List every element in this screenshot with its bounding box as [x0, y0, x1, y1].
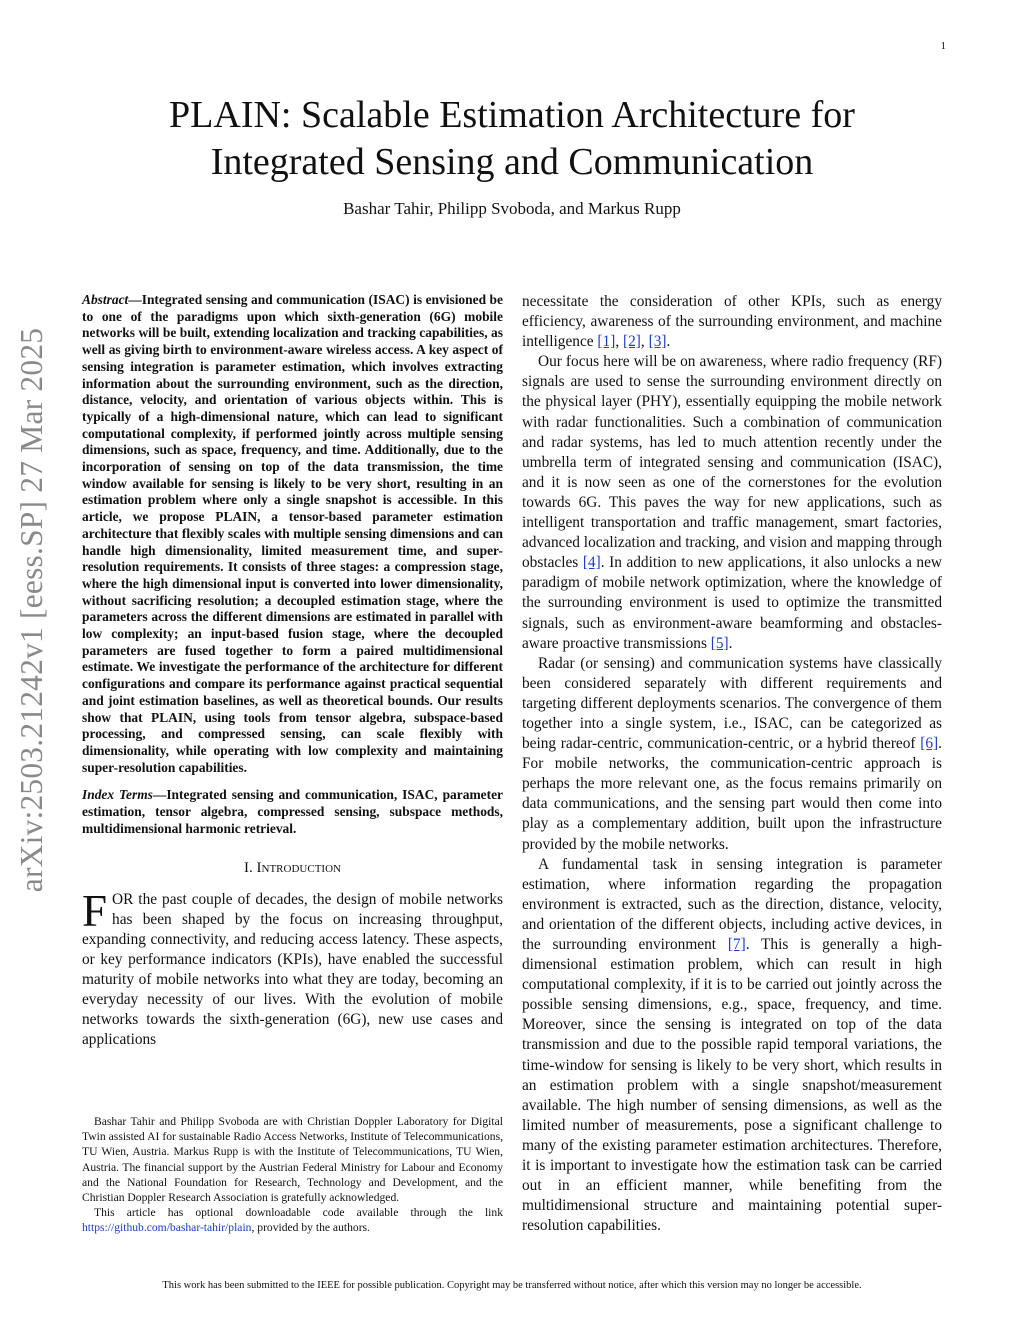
- drop-cap: F: [82, 885, 108, 936]
- citation-link[interactable]: [1]: [597, 333, 616, 351]
- abstract-text: —Integrated sensing and communication (ISAC) is envisioned be to one of the paradigms upon which sixth-generation (6G) mobile networks will be built, extending localization and tracking capabilities, as well as giving birth to environment-aware wireless access. A key aspect of sensing integration is parameter estimation, which involves extracting information about the surrounding environment, such as the direction, distance, velocity, and orientation of various objects within. This is typically of a high-dimensional nature, which can lead to significant computational complexity, if performed jointly across multiple sensing dimensions, such as space, frequency, and time. Additionally, due to the incorporation of sensing on top of the data transmission, the time window available for sensing is likely to be very short, resulting in an estimation problem where only a single snapshot is accessible. In this article, we propose PLAIN, a tensor-based parameter estimation architecture that flexibly scales with multiple sensing dimensions and can handle high dimensionality, limited measurement time, and super-resolution requirements. It consists of three stages: a compression stage, where the high dimensional input is converted into lower dimensionality, without sacrificing resolution; a decoupled estimation stage, where the parameters across the different dimensions are estimated in parallel with low complexity; an input-based fusion stage, where the decoupled parameters are fused together to form a paired multidimensional estimate. We investigate the performance of the architecture for different configurations and compare its performance against practical sequential and joint estimation baselines, as well as theoretical bounds. Our results show that PLAIN, using tools from tensor algebra, subspace-based processing, and compressed sensing, can scale flexibly with dimensionality, while operating with low complexity and maintaining super-resolution capabilities.: [82, 292, 503, 775]
- paragraph-text: Our focus here will be on awareness, where radio frequency (RF) signals are used to sense the surrounding environment directly on the physical layer (PHY), essentially equipping the mobile network with radar functionalities. Such a combination of communication and radar systems, has led to much attention recently under the umbrella term of integrated sensing and communication (ISAC), and it is now seen as one of the cornerstones for the evolution towards 6G. This paves the way for new applications, such as intelligent transportation and traffic management, smart factories, advanced localization and tracking, and vision and mapping through obstacles: [522, 353, 942, 572]
- citation-separator: ,: [640, 333, 649, 351]
- paragraph-text: .: [728, 634, 733, 652]
- title-line-2: Integrated Sensing and Communication: [210, 141, 814, 183]
- section-heading-introduction: I. Introduction: [244, 859, 341, 876]
- citation-link[interactable]: [3]: [648, 333, 667, 351]
- abstract: [82, 292, 503, 776]
- body-paragraph-2: [522, 352, 942, 653]
- author-list: Bashar Tahir, Philipp Svoboda, and Markus Rupp: [343, 199, 681, 218]
- paragraph-text: . For mobile networks, the communication-centric approach is perhaps the more relevant one, as the focus remains primarily on data communications, and the sensing part would then come into play as a complementary addition, built upon the infrastructure provided by the mobile networks.: [522, 735, 942, 853]
- paragraph-text: . In addition to new applications, it also unlocks a new paradigm of mobile network optimization, where the knowledge of the surrounding environment is used to optimize the transmitted signals, such as environment-aware beamforming and obstacles-aware proactive transmissions: [522, 554, 942, 652]
- author-affiliation-footnote: Bashar Tahir and Philipp Svoboda are with Christian Doppler Laboratory for Digital Twin assisted AI for sustainable Radio Access Networks, Institute of Telecommunications, TU Wien, Austria. Markus Rupp is with the Institute of Telecommunications, TU Wien, Austria. The financial support by the Austrian Federal Ministry for Labour and Economy and the National Foundation for Research, Technology and Development, and the Christian Doppler Research Association is gratefully acknowledged.: [82, 1115, 503, 1205]
- footnote-text-after-link: , provided by the authors.: [251, 1221, 370, 1235]
- left-column: [82, 292, 503, 1050]
- citation-link[interactable]: [6]: [920, 735, 939, 753]
- footnote-text-before-link: This article has optional downloadable code available through the link: [94, 1206, 503, 1220]
- paragraph-text: . This is generally a high-dimensional estimation problem, which can result in high computational complexity, if it is to be carried out jointly across the possible sensing dimensions, e.g., space, frequency, and time. Moreover, since the sensing is integrated on top of the data transmission and due to the possible rapid temporal variations, the time-window for sensing is likely to be very short, which results in an estimation problem with a single snapshot/measurement available. The high number of sensing dimensions, as well as the limited number of measurements, pose a significant challenge to many of the existing parameter estimation architectures. Therefore, it is important to investigate how the estimation task can be carried out in an efficient manner, while benefiting from the multidimensional structure and maintaining potential super-resolution capabilities.: [522, 936, 942, 1235]
- page-number: 1: [940, 40, 946, 52]
- index-terms: [82, 787, 503, 837]
- body-paragraph-4: [522, 855, 942, 1237]
- index-terms-lead: Index Terms: [82, 787, 153, 803]
- body-paragraph-3: [522, 654, 942, 855]
- index-terms-text: —Integrated sensing and communication, ISAC, parameter estimation, tensor algebra, compressed sensing, subspace methods, multidimensional harmonic retrieval.: [82, 787, 504, 836]
- paragraph-text: A fundamental task in sensing integration is parameter estimation, where information regarding the propagation environment is extracted, such as the direction, distance, velocity, and orientation of the different objects, including active devices, in the surrounding environment: [522, 855, 942, 953]
- introduction-text: OR the past couple of decades, the design of mobile networks has been shaped by the focus on increasing throughput, expanding connectivity, and reducing access latency. These aspects, or key performance indicators (KPIs), have enabled the successful maturity of mobile networks into what they are today, becoming an everyday necessity of our lives. With the evolution of mobile networks towards the sixth-generation (6G), new use cases and applications: [82, 890, 503, 1049]
- body-paragraph-1: [522, 292, 942, 352]
- citation-link[interactable]: [7]: [727, 936, 746, 953]
- abstract-lead: Abstract: [82, 292, 129, 307]
- code-repository-link[interactable]: https://github.com/bashar-tahir/plain: [82, 1221, 252, 1235]
- citation-link[interactable]: [4]: [582, 554, 601, 572]
- citation-separator: ,: [615, 333, 623, 351]
- arxiv-identifier-text: arXiv:2503.21242v1 [eess.SP] 27 Mar 2025: [14, 327, 49, 893]
- introduction-paragraph: [82, 885, 503, 1051]
- title-line-1: PLAIN: Scalable Estimation Architecture for: [169, 94, 855, 136]
- citation-link[interactable]: [5]: [710, 634, 729, 652]
- footnote-block: [82, 1114, 503, 1236]
- citation-link[interactable]: [2]: [623, 333, 641, 351]
- paragraph-text: .: [666, 333, 671, 351]
- paragraph-text: necessitate the consideration of other KPIs, such as energy efficiency, awareness of the surrounding environment, and machine intelligence: [522, 293, 942, 351]
- paragraph-text: Radar (or sensing) and communication systems have classically been considered separately with different requirements and targeting different deployments scenarios. The convergence of them together into a single system, i.e., ISAC, can be categorized as being radar-centric, communication-centric, or a hybrid thereof: [522, 654, 942, 753]
- code-availability-footnote: [82, 1205, 503, 1235]
- right-column: [522, 292, 942, 1236]
- paper-title: [0, 92, 1024, 186]
- copyright-notice: This work has been submitted to the IEEE for possible publication. Copyright may be transferred without notice, after which this version may no longer be accessible.: [162, 1280, 862, 1291]
